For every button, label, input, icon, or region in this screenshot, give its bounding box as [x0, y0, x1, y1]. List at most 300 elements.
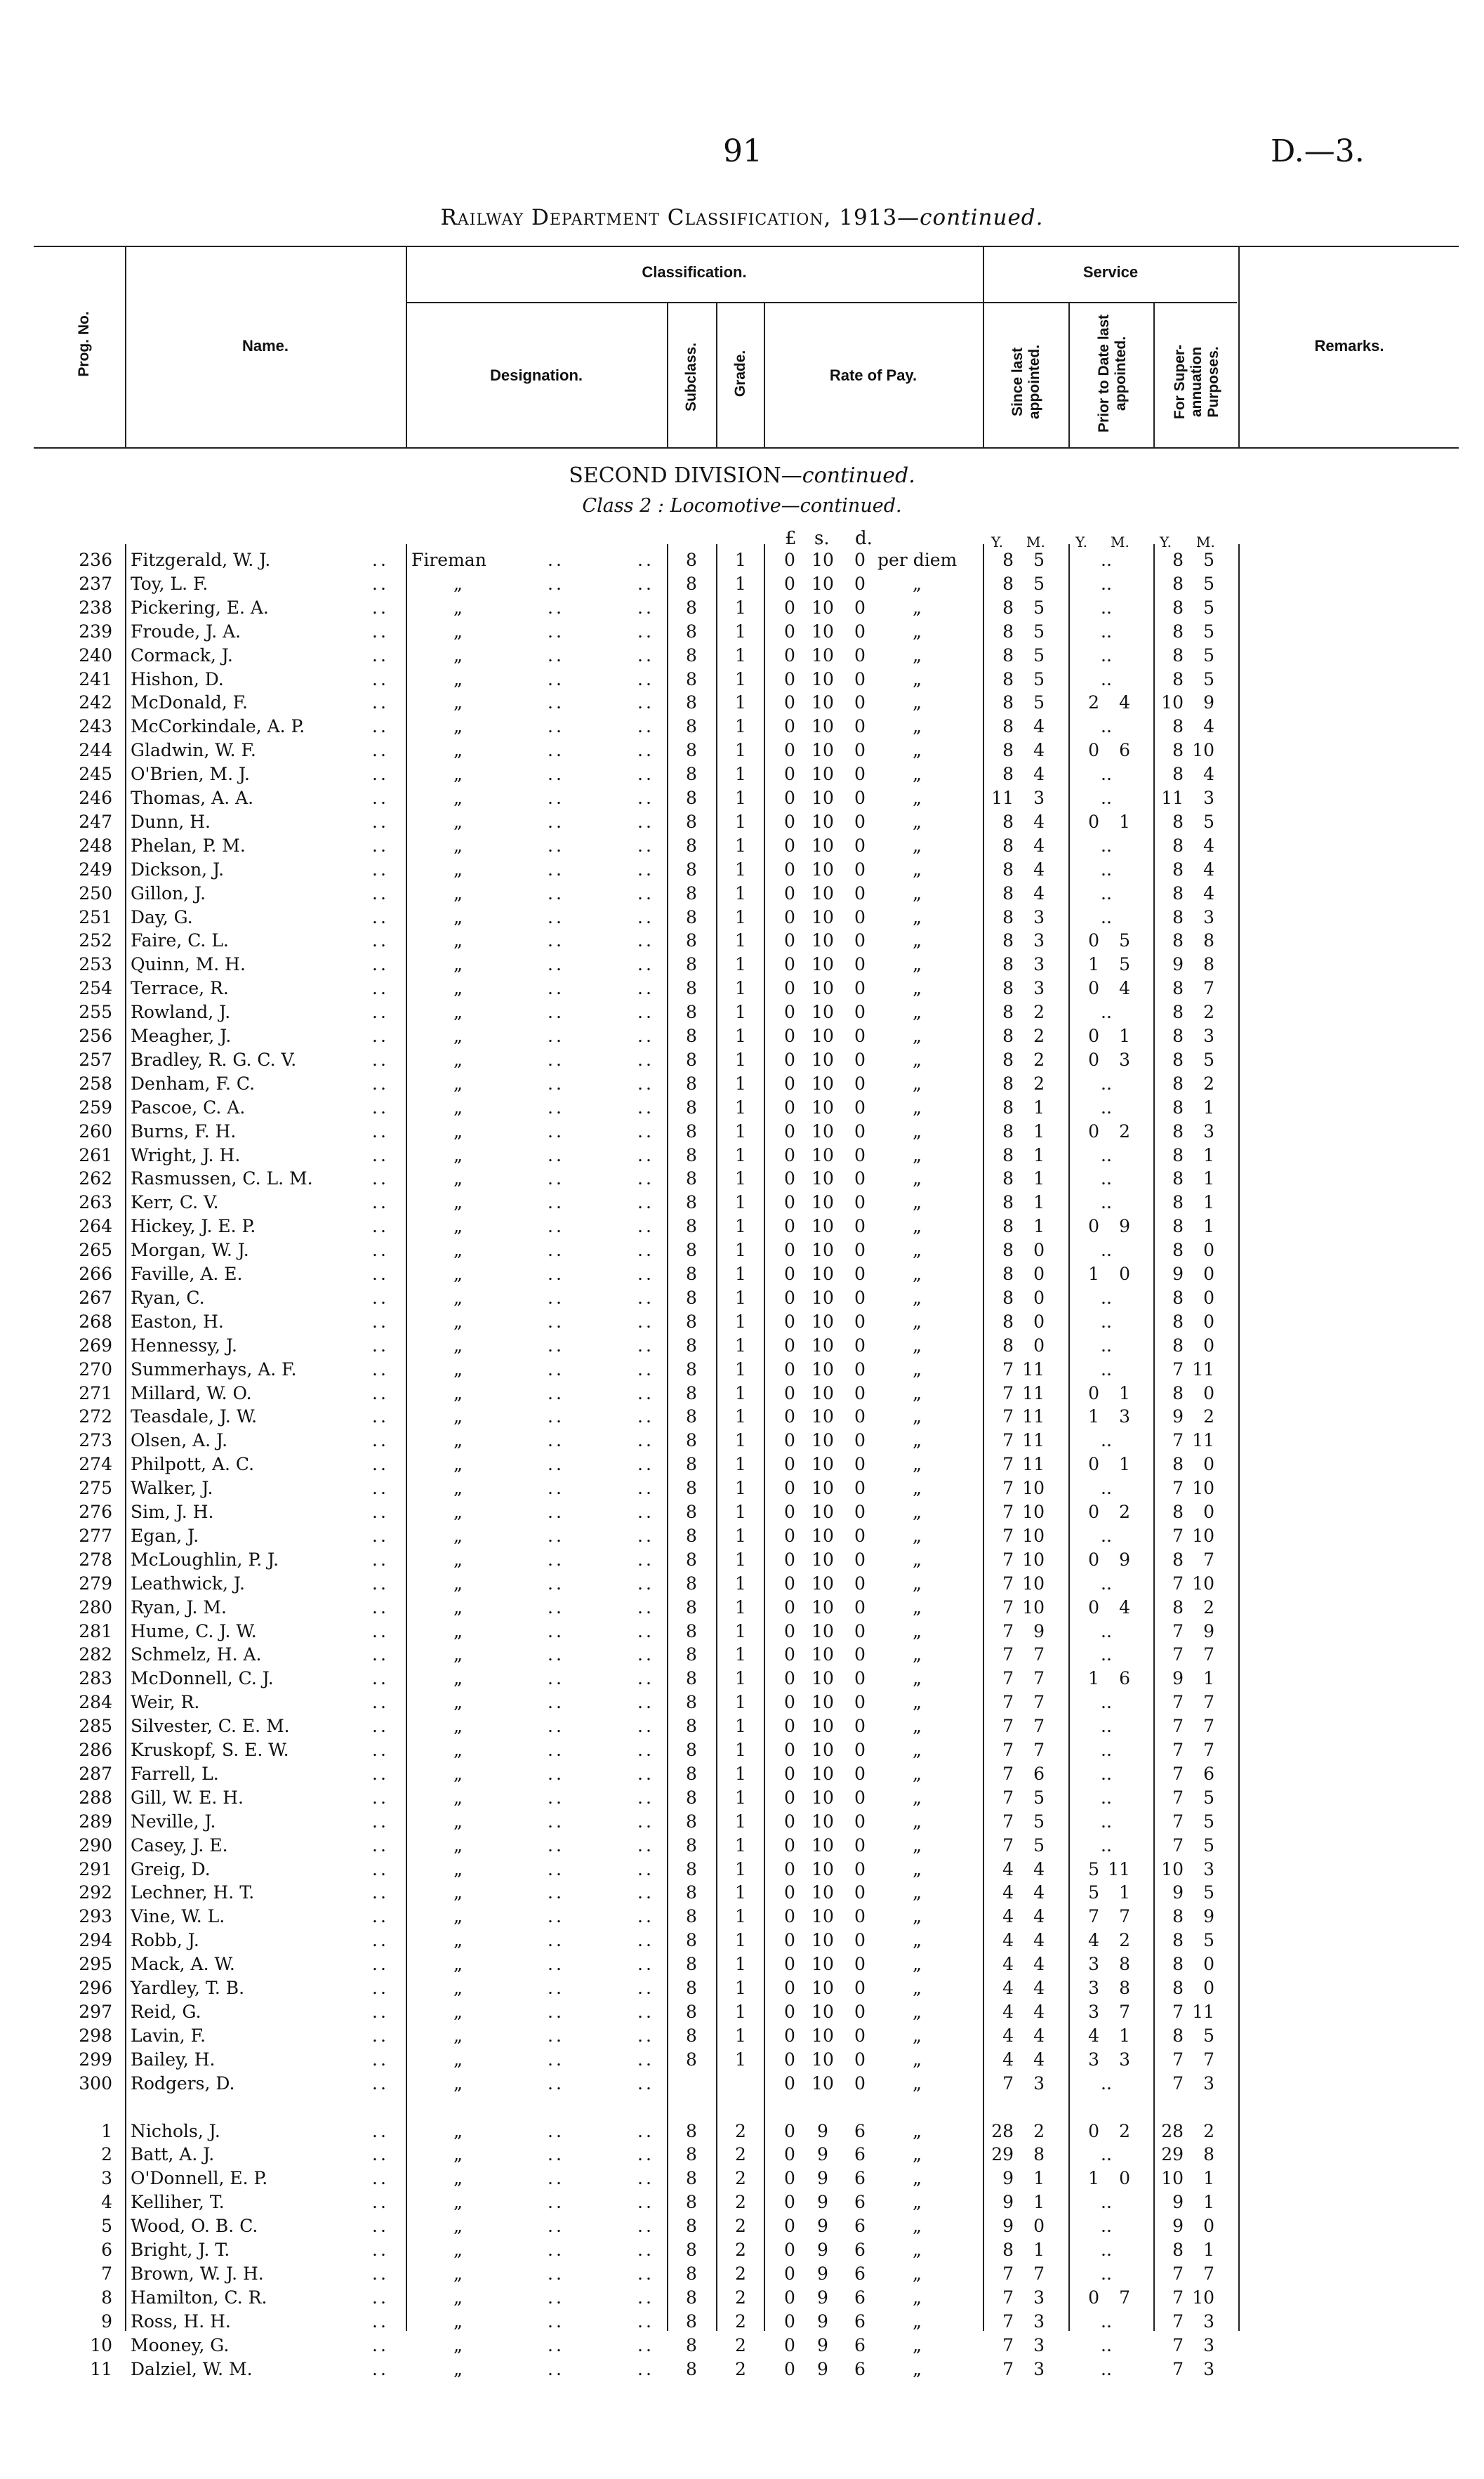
staff-name: Ross, H. H.	[131, 2311, 231, 2332]
service-since-last: 8 5	[1002, 550, 1045, 570]
leader-dots: ..	[637, 1787, 654, 1808]
pay-pounds: 0	[784, 1858, 795, 1879]
pay-pence: 0	[854, 859, 866, 880]
service-since-last: 9 1	[1002, 2168, 1045, 2189]
staff-name: Bailey, H.	[131, 2049, 216, 2070]
leader-dots: ..	[548, 2168, 564, 2189]
pay-unit-ditto: „	[913, 1168, 922, 1189]
prog-no: 243	[79, 716, 112, 737]
grade: 1	[735, 2049, 746, 2070]
leader-dots: ..	[637, 1287, 654, 1308]
leader-dots: ..	[372, 1906, 389, 1927]
subclass: 8	[686, 573, 697, 594]
staff-name: Egan, J.	[131, 1525, 199, 1546]
subclass: 8	[686, 1240, 697, 1261]
prog-no: 8	[101, 2287, 112, 2308]
leader-dots: ..	[548, 2358, 564, 2379]
leader-dots: ..	[548, 740, 564, 761]
service-prior: 3 7	[1088, 2001, 1130, 2022]
pay-pence: 0	[854, 621, 866, 642]
leader-dots: ..	[372, 859, 389, 880]
subclass: 8	[686, 1454, 697, 1475]
pay-pence: 0	[854, 1930, 866, 1951]
unit-months: M.	[1026, 534, 1045, 550]
pay-shillings: 10	[811, 716, 834, 737]
pay-shillings: 10	[811, 740, 834, 761]
staff-name: Easton, H.	[131, 1311, 224, 1332]
service-prior: 0 9	[1088, 1216, 1130, 1237]
grade: 1	[735, 1120, 746, 1142]
prog-no: 265	[79, 1240, 112, 1261]
service-prior: ..	[1101, 1144, 1112, 1165]
column-rule	[764, 544, 765, 2331]
subclass: 8	[686, 1264, 697, 1284]
designation: „	[453, 1954, 463, 1975]
subclass: 8	[686, 1026, 697, 1046]
grade: 2	[735, 2263, 746, 2284]
subclass: 8	[686, 1644, 697, 1665]
grade: 1	[735, 668, 746, 689]
service-since-last: 29 8	[991, 2144, 1045, 2165]
pay-pence: 0	[854, 1502, 866, 1522]
service-since-last: 8 3	[1002, 906, 1045, 927]
unit-years: Y.	[1160, 534, 1172, 550]
staff-name: Rodgers, D.	[131, 2073, 235, 2094]
service-superannuation: 7 6	[1172, 1763, 1214, 1784]
leader-dots: ..	[372, 2287, 389, 2308]
service-superannuation: 7 7	[1172, 1692, 1214, 1713]
pay-shillings: 10	[811, 1049, 834, 1070]
subclass: 8	[686, 1478, 697, 1499]
staff-name: Hennessy, J.	[131, 1335, 237, 1356]
prog-no: 237	[79, 573, 112, 594]
grade: 1	[735, 1359, 746, 1380]
prog-no: 236	[79, 550, 112, 570]
designation: „	[453, 716, 463, 737]
service-superannuation: 8 0	[1172, 1382, 1214, 1403]
unit-pounds: £	[785, 528, 797, 549]
leader-dots: ..	[637, 1144, 654, 1165]
leader-dots: ..	[637, 2144, 654, 2165]
pay-pence: 0	[854, 954, 866, 975]
subclass: 8	[686, 716, 697, 737]
leader-dots: ..	[548, 668, 564, 689]
service-prior: 0 5	[1088, 930, 1130, 951]
pay-unit-ditto: „	[913, 1763, 922, 1784]
service-since-last: 7 11	[1002, 1454, 1045, 1475]
leader-dots: ..	[548, 692, 564, 713]
staff-name: Rasmussen, C. L. M.	[131, 1168, 313, 1189]
pay-unit-ditto: „	[913, 2168, 922, 2189]
division-heading	[0, 463, 1484, 488]
service-superannuation: 8 5	[1172, 621, 1214, 642]
pay-unit-ditto: „	[913, 1454, 922, 1475]
service-since-last: 7 3	[1002, 2334, 1045, 2355]
service-prior: 1 0	[1088, 1264, 1130, 1284]
leader-dots: ..	[637, 1430, 654, 1451]
pay-shillings: 9	[817, 2240, 828, 2260]
prog-no: 262	[79, 1168, 112, 1189]
subclass: 8	[686, 1716, 697, 1737]
pay-unit-ditto: „	[913, 2001, 922, 2022]
pay-shillings: 10	[811, 1454, 834, 1475]
staff-name: McLoughlin, P. J.	[131, 1549, 279, 1570]
unit-years: Y.	[991, 534, 1003, 550]
staff-name: Batt, A. J.	[131, 2144, 215, 2165]
grade: 1	[735, 1264, 746, 1284]
service-superannuation: 7 10	[1172, 2287, 1214, 2308]
leader-dots: ..	[548, 1287, 564, 1308]
leader-dots: ..	[548, 2287, 564, 2308]
designation: „	[453, 1073, 463, 1094]
pay-pounds: 0	[784, 1454, 795, 1475]
staff-name: Vine, W. L.	[131, 1906, 225, 1927]
leader-dots: ..	[548, 1740, 564, 1760]
pay-unit-ditto: „	[913, 2216, 922, 2237]
subclass: 8	[686, 1502, 697, 1522]
subclass: 8	[686, 859, 697, 880]
leader-dots: ..	[372, 1454, 389, 1475]
leader-dots: ..	[637, 930, 654, 951]
pay-unit-ditto: „	[913, 1026, 922, 1046]
pay-shillings: 10	[811, 1858, 834, 1879]
subclass: 8	[686, 1406, 697, 1427]
pay-pence: 0	[854, 1811, 866, 1832]
leader-dots: ..	[548, 1026, 564, 1046]
prog-no: 269	[79, 1335, 112, 1356]
pay-pounds: 0	[784, 954, 795, 975]
pay-shillings: 10	[811, 550, 834, 570]
leader-dots: ..	[372, 1882, 389, 1903]
pay-unit-ditto: „	[913, 2287, 922, 2308]
pay-shillings: 10	[811, 573, 834, 594]
staff-name: Pickering, E. A.	[131, 597, 269, 618]
service-superannuation: 8 1	[1172, 1168, 1214, 1189]
service-since-last: 9 1	[1002, 2192, 1045, 2213]
service-prior: 4 2	[1088, 1930, 1130, 1951]
leader-dots: ..	[637, 1811, 654, 1832]
service-since-last: 8 3	[1002, 978, 1045, 999]
column-rule	[1238, 544, 1240, 2331]
leader-dots: ..	[372, 1740, 389, 1760]
subclass: 8	[686, 2144, 697, 2165]
pay-pence: 6	[854, 2168, 866, 2189]
prog-no: 287	[79, 1763, 112, 1784]
service-superannuation: 7 3	[1172, 2073, 1214, 2094]
pay-shillings: 10	[811, 1335, 834, 1356]
staff-name: Olsen, A. J.	[131, 1430, 228, 1451]
prog-no: 7	[101, 2263, 112, 2284]
subclass: 8	[686, 2120, 697, 2141]
pay-pounds: 0	[784, 550, 795, 570]
service-prior: 0 6	[1088, 740, 1130, 761]
service-superannuation: 7 3	[1172, 2358, 1214, 2379]
pay-pounds: 0	[784, 1906, 795, 1927]
service-since-last: 4 4	[1002, 1906, 1045, 1927]
designation: „	[453, 978, 463, 999]
pay-pence: 0	[854, 1620, 866, 1641]
staff-name: Toy, L. F.	[131, 573, 208, 594]
grade: 1	[735, 978, 746, 999]
subclass: 8	[686, 1002, 697, 1023]
designation: „	[453, 835, 463, 856]
grade: 1	[735, 1335, 746, 1356]
grade: 1	[735, 1692, 746, 1713]
pay-pence: 6	[854, 2263, 866, 2284]
pay-unit-ditto: „	[913, 2358, 922, 2379]
service-superannuation: 9 8	[1172, 954, 1214, 975]
leader-dots: ..	[372, 788, 389, 808]
staff-name: Fitzgerald, W. J.	[131, 550, 271, 570]
prog-no: 281	[79, 1620, 112, 1641]
leader-dots: ..	[637, 1692, 654, 1713]
staff-name: Gill, W. E. H.	[131, 1787, 244, 1808]
subclass: 8	[686, 2240, 697, 2260]
pay-pence: 0	[854, 1954, 866, 1975]
page-number: 91	[723, 133, 762, 169]
subclass: 8	[686, 1620, 697, 1641]
designation: „	[453, 621, 463, 642]
prog-no: 291	[79, 1858, 112, 1879]
header-subclass: Subclass.	[683, 342, 699, 412]
leader-dots: ..	[548, 621, 564, 642]
grade: 1	[735, 788, 746, 808]
pay-unit-ditto: „	[913, 1858, 922, 1879]
service-since-last: 7 7	[1002, 1644, 1045, 1665]
service-prior: ..	[1101, 764, 1112, 785]
pay-unit-ditto: „	[913, 1359, 922, 1380]
prog-no: 298	[79, 2025, 112, 2046]
pay-pounds: 0	[784, 2025, 795, 2046]
designation: „	[453, 1692, 463, 1713]
service-prior: ..	[1101, 1835, 1112, 1856]
designation: „	[453, 1978, 463, 1998]
service-since-last: 4 4	[1002, 2049, 1045, 2070]
pay-unit-ditto: „	[913, 740, 922, 761]
pay-pence: 0	[854, 1787, 866, 1808]
staff-name: Wright, J. H.	[131, 1144, 241, 1165]
service-prior: ..	[1101, 2216, 1112, 2237]
service-prior: 0 7	[1088, 2287, 1130, 2308]
leader-dots: ..	[548, 1335, 564, 1356]
designation: „	[453, 1787, 463, 1808]
staff-name: Casey, J. E.	[131, 1835, 228, 1856]
staff-name: Reid, G.	[131, 2001, 201, 2022]
subclass: 8	[686, 2001, 697, 2022]
unit-years: Y.	[1075, 534, 1087, 550]
leader-dots: ..	[372, 716, 389, 737]
pay-pounds: 0	[784, 1382, 795, 1403]
pay-pounds: 0	[784, 1287, 795, 1308]
designation: „	[453, 668, 463, 689]
header-prior-to-date: Prior to Date last appointed.	[1096, 314, 1129, 433]
prog-no: 277	[79, 1525, 112, 1546]
designation: „	[453, 1264, 463, 1284]
service-prior: ..	[1101, 550, 1112, 570]
service-since-last: 8 4	[1002, 882, 1045, 904]
service-superannuation: 9 1	[1172, 1668, 1214, 1689]
service-since-last: 7 11	[1002, 1430, 1045, 1451]
prog-no: 250	[79, 882, 112, 904]
service-superannuation: 7 11	[1172, 1359, 1214, 1380]
prog-no: 261	[79, 1144, 112, 1165]
pay-unit-ditto: „	[913, 1716, 922, 1737]
leader-dots: ..	[548, 1168, 564, 1189]
service-prior: 2 4	[1088, 692, 1130, 713]
service-superannuation: 8 5	[1172, 550, 1214, 570]
staff-name: Gladwin, W. F.	[131, 740, 256, 761]
leader-dots: ..	[372, 740, 389, 761]
pay-pounds: 0	[784, 1264, 795, 1284]
grade: 1	[735, 1097, 746, 1118]
subclass: 8	[686, 1954, 697, 1975]
pay-pounds: 0	[784, 1573, 795, 1594]
pay-shillings: 10	[811, 764, 834, 785]
service-prior: 1 5	[1088, 954, 1130, 975]
subclass: 8	[686, 597, 697, 618]
staff-name: Weir, R.	[131, 1692, 200, 1713]
subclass: 8	[686, 2358, 697, 2379]
prog-no: 299	[79, 2049, 112, 2070]
pay-pounds: 0	[784, 1192, 795, 1213]
service-prior: 0 1	[1088, 1026, 1130, 1046]
grade: 1	[735, 882, 746, 904]
grade: 1	[735, 1644, 746, 1665]
pay-shillings: 10	[811, 2001, 834, 2022]
designation: Fireman	[411, 550, 486, 570]
pay-unit-ditto: „	[913, 1787, 922, 1808]
leader-dots: ..	[548, 930, 564, 951]
staff-name: Silvester, C. E. M.	[131, 1716, 290, 1737]
grade: 1	[735, 1787, 746, 1808]
leader-dots: ..	[548, 1954, 564, 1975]
prog-no: 5	[101, 2216, 112, 2237]
grade: 2	[735, 2240, 746, 2260]
service-superannuation: 8 1	[1172, 1192, 1214, 1213]
prog-no: 9	[101, 2311, 112, 2332]
service-prior: ..	[1101, 1716, 1112, 1737]
subclass: 8	[686, 1692, 697, 1713]
prog-no: 248	[79, 835, 112, 856]
subclass: 8	[686, 1192, 697, 1213]
pay-shillings: 10	[811, 1573, 834, 1594]
staff-name: Millard, W. O.	[131, 1382, 252, 1403]
designation: „	[453, 2192, 463, 2213]
service-superannuation: 7 5	[1172, 1835, 1214, 1856]
service-prior: 0 4	[1088, 978, 1130, 999]
leader-dots: ..	[548, 2073, 564, 2094]
staff-name: Bradley, R. G. C. V.	[131, 1049, 297, 1070]
header-rate-of-pay: Rate of Pay.	[829, 366, 917, 384]
staff-name: Faville, A. E.	[131, 1264, 243, 1284]
prog-no: 242	[79, 692, 112, 713]
pay-shillings: 10	[811, 1406, 834, 1427]
staff-name: Terrace, R.	[131, 978, 229, 999]
pay-shillings: 10	[811, 1120, 834, 1142]
subclass: 8	[686, 1525, 697, 1546]
service-prior: ..	[1101, 1763, 1112, 1784]
service-since-last: 7 10	[1002, 1478, 1045, 1499]
designation: „	[453, 1644, 463, 1665]
service-prior: ..	[1101, 835, 1112, 856]
leader-dots: ..	[637, 1740, 654, 1760]
staff-name: Bright, J. T.	[131, 2240, 230, 2260]
leader-dots: ..	[637, 1930, 654, 1951]
leader-dots: ..	[548, 1978, 564, 1998]
service-prior: ..	[1101, 1359, 1112, 1380]
service-since-last: 8 3	[1002, 930, 1045, 951]
leader-dots: ..	[548, 1192, 564, 1213]
pay-unit-ditto: „	[913, 764, 922, 785]
leader-dots: ..	[372, 2001, 389, 2022]
leader-dots: ..	[548, 1597, 564, 1618]
leader-dots: ..	[637, 1668, 654, 1689]
pay-pounds: 0	[784, 2144, 795, 2165]
leader-dots: ..	[637, 764, 654, 785]
prog-no: 241	[79, 668, 112, 689]
leader-dots: ..	[548, 1002, 564, 1023]
leader-dots: ..	[548, 597, 564, 618]
leader-dots: ..	[548, 1264, 564, 1284]
designation: „	[453, 573, 463, 594]
service-since-last: 8 5	[1002, 621, 1045, 642]
leader-dots: ..	[372, 1382, 389, 1403]
column-rule	[1068, 544, 1070, 2331]
prog-no: 276	[79, 1502, 112, 1522]
service-prior: 3 3	[1088, 2049, 1130, 2070]
pay-unit-ditto: „	[913, 1240, 922, 1261]
designation: „	[453, 1382, 463, 1403]
prog-no: 259	[79, 1097, 112, 1118]
service-superannuation: 8 5	[1172, 644, 1214, 666]
pay-shillings: 10	[811, 1240, 834, 1261]
grade: 1	[735, 1525, 746, 1546]
pay-shillings: 10	[811, 1692, 834, 1713]
designation: „	[453, 1502, 463, 1522]
pay-pence: 0	[854, 2073, 866, 2094]
service-prior: 0 4	[1088, 1597, 1130, 1618]
pay-pence: 0	[854, 882, 866, 904]
subclass: 8	[686, 1930, 697, 1951]
pay-pounds: 0	[784, 1073, 795, 1094]
pay-unit-ditto: „	[913, 644, 922, 666]
leader-dots: ..	[548, 644, 564, 666]
leader-dots: ..	[372, 1168, 389, 1189]
prog-no: 263	[79, 1192, 112, 1213]
staff-name: Leathwick, J.	[131, 1573, 245, 1594]
leader-dots: ..	[548, 2049, 564, 2070]
designation: „	[453, 1359, 463, 1380]
service-superannuation: 9 2	[1172, 1406, 1214, 1427]
leader-dots: ..	[372, 2263, 389, 2284]
leader-dots: ..	[637, 1002, 654, 1023]
classification-sub-rule	[406, 302, 983, 303]
leader-dots: ..	[637, 2311, 654, 2332]
service-superannuation: 7 7	[1172, 2263, 1214, 2284]
pay-pounds: 0	[784, 2240, 795, 2260]
subclass: 8	[686, 930, 697, 951]
designation: „	[453, 2144, 463, 2165]
service-superannuation: 8 5	[1172, 573, 1214, 594]
pay-pounds: 0	[784, 2120, 795, 2141]
leader-dots: ..	[548, 1882, 564, 1903]
service-superannuation: 7 7	[1172, 1716, 1214, 1737]
pay-unit-ditto: „	[913, 859, 922, 880]
service-since-last: 8 5	[1002, 644, 1045, 666]
pay-unit-ditto: „	[913, 1382, 922, 1403]
leader-dots: ..	[637, 1858, 654, 1879]
grade: 2	[735, 2311, 746, 2332]
